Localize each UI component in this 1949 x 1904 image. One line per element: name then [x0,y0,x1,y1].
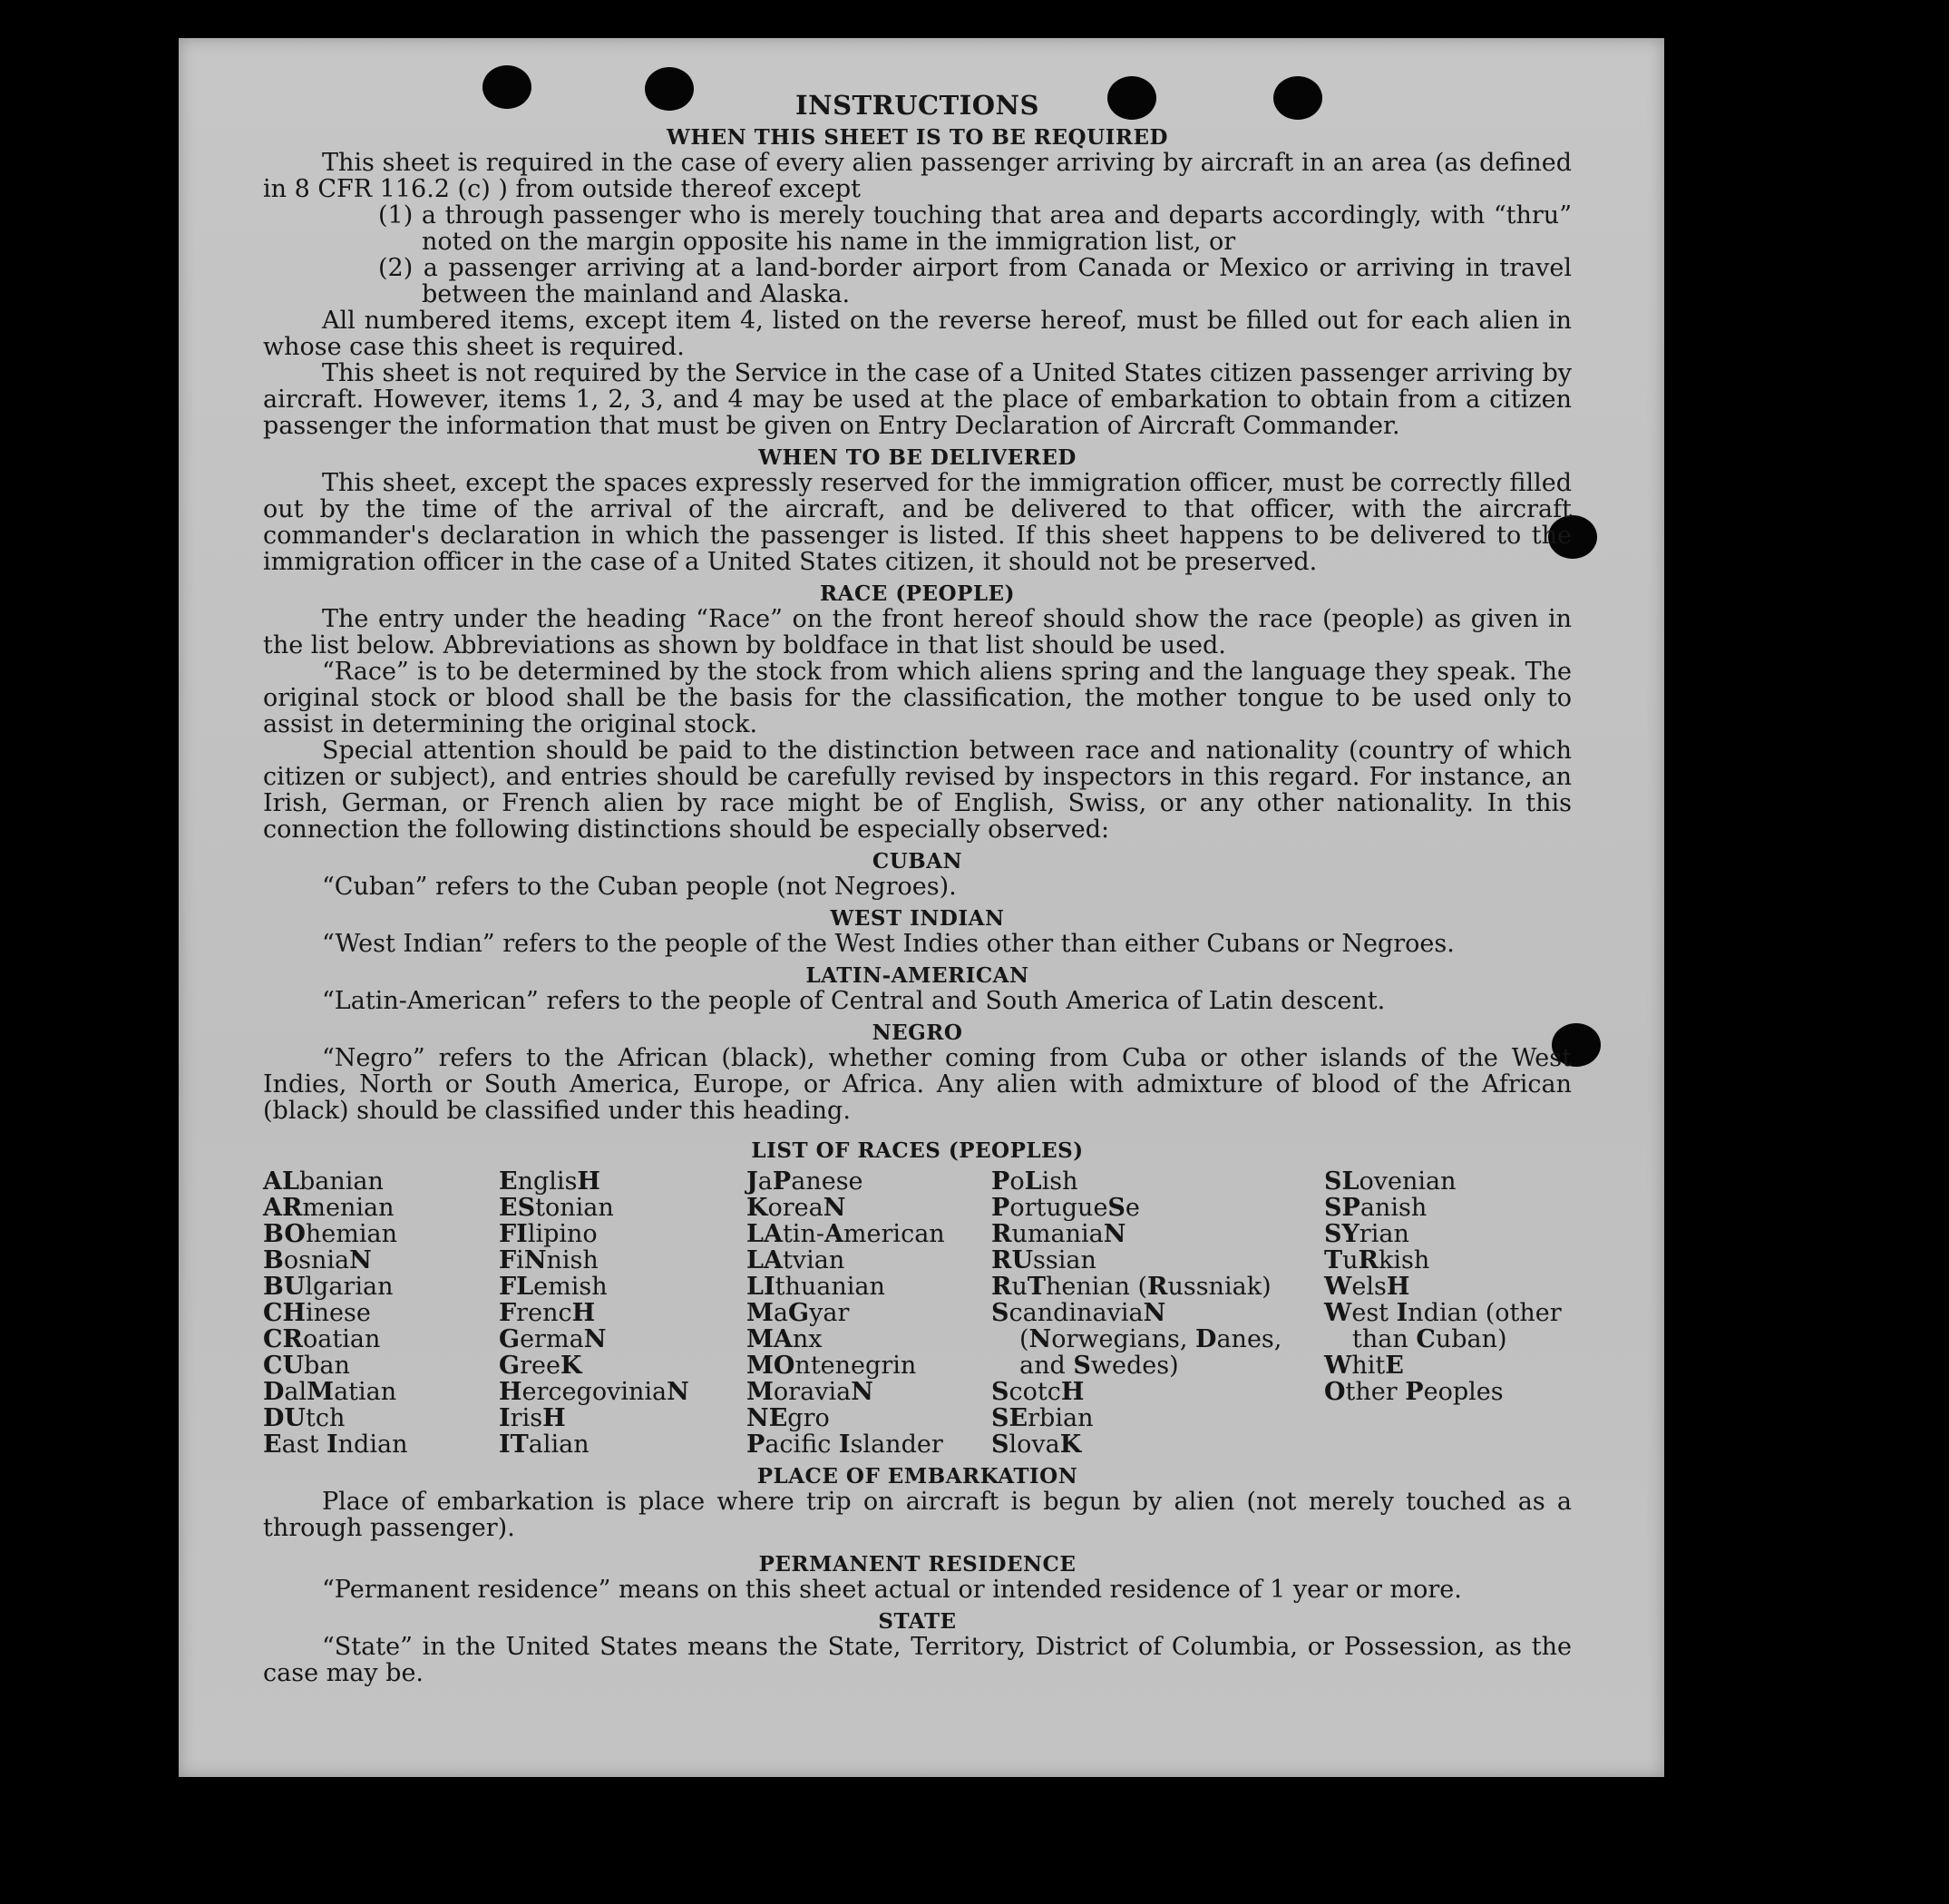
race-item: KoreaN [746,1194,846,1222]
race-item: WhitE [1324,1352,1404,1380]
race-item: JaPanese [746,1167,863,1196]
race-item: SLovenian [1324,1167,1457,1196]
race-item: SPanish [1324,1194,1428,1222]
race-item: CHinese [263,1299,371,1327]
paragraph: “Latin-American” refers to the people of Central and South America of Latin descent. [322,987,1386,1015]
paragraph: “West Indian” refers to the people of the West Indies other than either Cubans or Negroes. [322,930,1455,958]
race-item: ALbanian [263,1167,384,1196]
race-item: SErbian [991,1404,1094,1432]
heading-cuban: CUBAN [872,849,963,874]
race-column [746,1168,991,1458]
race-item: RumaniaN [991,1220,1126,1248]
race-item: MaGyar [746,1299,850,1327]
race-item: TuRkish [1324,1246,1430,1274]
race-list [263,1168,1572,1458]
race-item: EnglisH [499,1167,600,1196]
heading-race: RACE (PEOPLE) [820,581,1015,606]
race-item: FrencH [499,1299,596,1327]
paragraph: This sheet, except the spaces expressly reserved for the immigration officer, must be correctly filled out by the time of the arrival of the aircraft, and be delivered to that officer, with the aircraft commander's declaration in which the passenger is listed. If this sheet happens to be delivered to the immigration officer in the case of a United States citizen, it should not be preserved. [263,469,1572,576]
race-item: DalMatian [263,1378,397,1406]
paragraph: All numbered items, except item 4, listed on the reverse hereof, must be filled out for each alien in whose case this sheet is required. [263,307,1572,361]
heading-list-of-races: LIST OF RACES (PEOPLES) [751,1138,1084,1163]
race-item: HercegoviniaN [499,1378,689,1406]
race-item: WelsH [1324,1273,1410,1301]
race-item: CUban [263,1352,350,1380]
paragraph: “State” in the United States means the State, Territory, District of Columbia, or Possession, as the case may be. [263,1633,1572,1687]
paragraph: “Cuban” refers to the Cuban people (not Negroes). [322,873,957,901]
paragraph: This sheet is required in the case of every alien passenger arriving by aircraft in an area (as defined in 8 CFR 116.2 (c) ) from outside thereof except [263,149,1572,203]
paragraph: Place of embarkation is place where trip on aircraft is begun by alien (not merely touched as a through passenger). [263,1488,1572,1542]
race-item: MAnx [746,1325,823,1353]
race-item: FiNnish [499,1246,599,1274]
race-column [991,1168,1324,1458]
race-column [499,1168,746,1458]
heading-permanent-residence: PERMANENT RESIDENCE [758,1552,1077,1577]
race-item: DUtch [263,1404,346,1432]
race-item: SYrian [1324,1220,1409,1248]
paragraph: “Race” is to be determined by the stock from which aliens spring and the language they speak. The original stock or blood shall be the basis for the classification, the mother tongue to be used only to assist in determining the original stock. [263,658,1572,738]
race-item: Other Peoples [1324,1378,1504,1406]
race-item: GermaN [499,1325,607,1353]
race-item: RuThenian (Russniak) [991,1273,1272,1301]
race-column [1324,1168,1572,1458]
race-item: East Indian [263,1430,408,1459]
race-item: BosniaN [263,1246,372,1274]
paragraph: This sheet is not required by the Service in the case of a United States citizen passenger arriving by aircraft. However, items 1, 2, 3, and 4 may be used at the place of embarkation to obtain from a citizen passenger the information that must be given on Entry Declaration of Aircraft Commander. [263,359,1572,440]
page-title: INSTRUCTIONS [795,90,1039,121]
race-item: LAtin-American [746,1220,945,1248]
race-column [263,1168,499,1458]
race-item: MOntenegrin [746,1352,917,1380]
race-item: RUssian [991,1246,1096,1274]
race-item: FIlipino [499,1220,598,1248]
race-item: PoLish [991,1167,1078,1196]
race-item: ScotcH [991,1378,1085,1406]
race-item: ScandinaviaN (Norwegians, Danes, and Swedes) [991,1299,1282,1380]
race-item: EStonian [499,1194,614,1222]
document-sheet [179,38,1664,1777]
race-item: BUlgarian [263,1273,394,1301]
race-item: ITalian [499,1430,590,1459]
list-item: (1) a through passenger who is merely touching that area and departs accordingly, with “thru” noted on the margin opposite his name in the immigration list, or [378,201,1572,256]
race-item: PortugueSe [991,1194,1140,1222]
heading-when-delivered: WHEN TO BE DELIVERED [758,445,1077,470]
race-item: NEgro [746,1404,830,1432]
race-item: Pacifc Islander [746,1430,943,1459]
heading-when-required: WHEN THIS SHEET IS TO BE REQUIRED [667,125,1168,150]
race-item: LAtvian [746,1246,845,1274]
heading-state: STATE [878,1609,957,1634]
race-item: West Indian (other than Cuban) [1324,1299,1562,1353]
paragraph: “Negro” refers to the African (black), whether coming from Cuba or other islands of the West Indies, North or South America, Europe, or Africa. Any alien with admixture of blood of the African (black) should be classified under this heading. [263,1044,1572,1125]
race-item: GreeK [499,1352,582,1380]
race-item: LIthuanian [746,1273,885,1301]
list-item: (2) a passenger arriving at a land-border airport from Canada or Mexico or arriving in travel between the mainland and Alaska. [378,254,1572,308]
heading-latin-american: LATIN-AMERICAN [805,963,1029,988]
race-item: SlovaK [991,1430,1082,1459]
paragraph: “Permanent residence” means on this sheet actual or intended residence of 1 year or more. [322,1576,1462,1604]
race-item: CRoatian [263,1325,381,1353]
instructions-content [263,90,1572,1687]
paragraph: Special attention should be paid to the distinction between race and nationality (country of which citizen or subject), and entries should be carefully revised by inspectors in this regard. For instance, an Irish, German, or French alien by race might be of English, Swiss, or any other nationality. In this connection the following distinctions should be especially observed: [263,737,1572,844]
heading-place-of-embarkation: PLACE OF EMBARKATION [756,1464,1078,1489]
heading-negro: NEGRO [872,1020,963,1045]
race-item: IrisH [499,1404,566,1432]
heading-west-indian: WEST INDIAN [830,906,1005,931]
race-item: MoraviaN [746,1378,873,1406]
race-item: BOhemian [263,1220,397,1248]
race-item: ARmenian [263,1194,395,1222]
race-item: FLemish [499,1273,608,1301]
paragraph: The entry under the heading “Race” on the front hereof should show the race (people) as given in the list below. Abbreviations as shown by boldface in that list should be used. [263,605,1572,659]
